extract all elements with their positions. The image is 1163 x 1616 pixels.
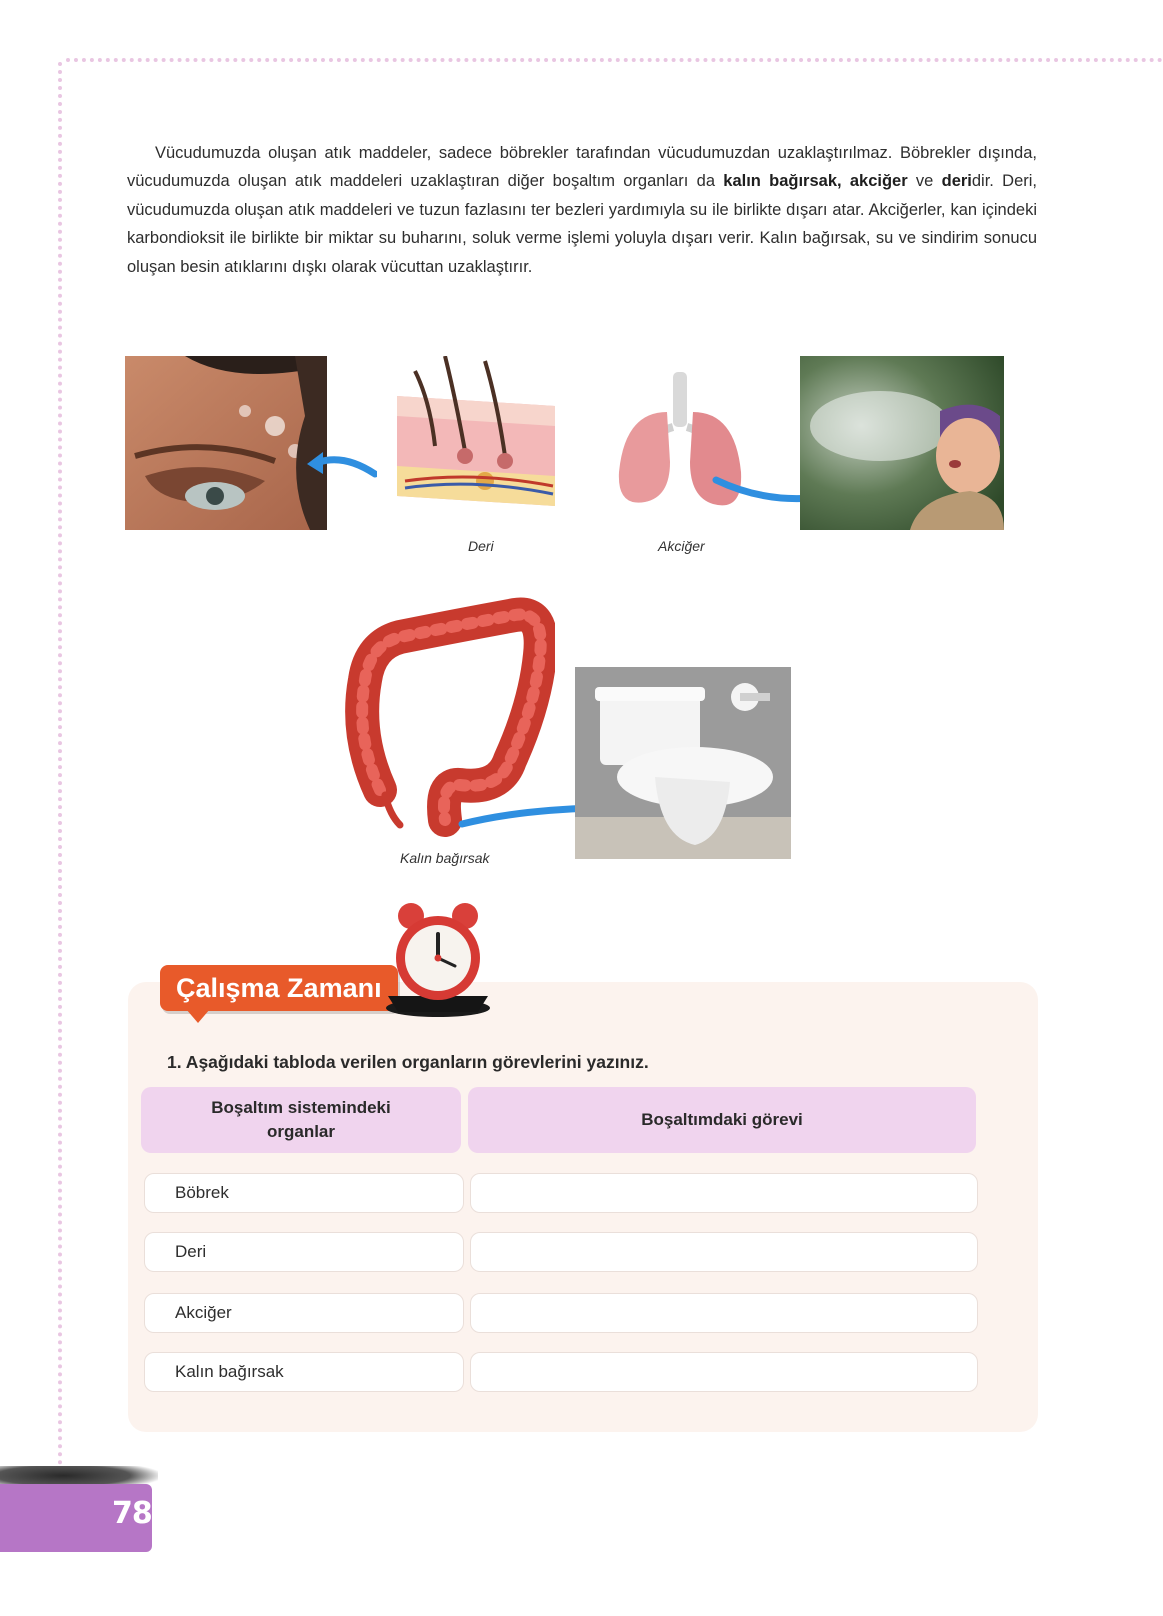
table-cell-organ: Kalın bağırsak (144, 1352, 464, 1392)
dotted-border-top (66, 58, 1163, 62)
paragraph-bold-1: kalın bağırsak, akciğer (723, 172, 908, 190)
body-paragraph (127, 139, 1037, 282)
alarm-clock-icon (383, 900, 493, 1018)
skin-illustration (385, 356, 565, 520)
table-cell-organ: Akciğer (144, 1293, 464, 1333)
paragraph-text-3: dir. Deri, vücudumuzda oluşan atık maddeleri ve tuzun fazlasını ter bezleri yardımıyla su ile birlikte dışarı atar. Akciğerler, kan içindeki karbondioksit ile birlikte bir miktar su buharını, soluk verme işlemi yoluyla dışarı verir. Kalın bağırsak, su ve sindirim sonucu oluşan besin atıklarını dışkı olarak vücuttan uzaklaştırır. (127, 172, 1037, 276)
paragraph-bold-2: deri (941, 172, 972, 190)
table-cell-task-input[interactable] (470, 1293, 978, 1333)
child-breathing-photo (800, 356, 1004, 530)
toilet-photo (575, 667, 791, 859)
sweating-face-photo (125, 356, 327, 530)
page-number: 78 (112, 1496, 152, 1531)
caption-akciger: Akciğer (658, 538, 705, 554)
table-cell-organ: Deri (144, 1232, 464, 1272)
activity-badge: Çalışma Zamanı (160, 965, 398, 1011)
badge-tail (186, 1009, 210, 1023)
table-header-task: Boşaltımdaki görevi (468, 1087, 976, 1153)
question-text: 1. Aşağıdaki tabloda verilen organların görevlerini yazınız. (167, 1052, 649, 1072)
table-cell-task-input[interactable] (470, 1352, 978, 1392)
arrow-icon (305, 448, 377, 480)
dotted-border-left (58, 62, 62, 1482)
table-cell-organ: Böbrek (144, 1173, 464, 1213)
table-header-organ: Boşaltım sistemindeki organlar (141, 1087, 461, 1153)
table-cell-task-input[interactable] (470, 1173, 978, 1213)
table-cell-task-input[interactable] (470, 1232, 978, 1272)
caption-deri: Deri (468, 538, 494, 554)
caption-kalin-bagirsak: Kalın bağırsak (400, 850, 490, 866)
paragraph-text-2: ve (907, 172, 942, 190)
paragraph-text-1: Vücudumuzda oluşan atık maddeler, sadece böbrekler tarafından vücudumuzdan uzaklaştırılmaz. Böbrekler dışında, vücudumuzda oluşan atık maddeleri uzaklaştıran diğer boşaltım organları da (127, 143, 1037, 190)
